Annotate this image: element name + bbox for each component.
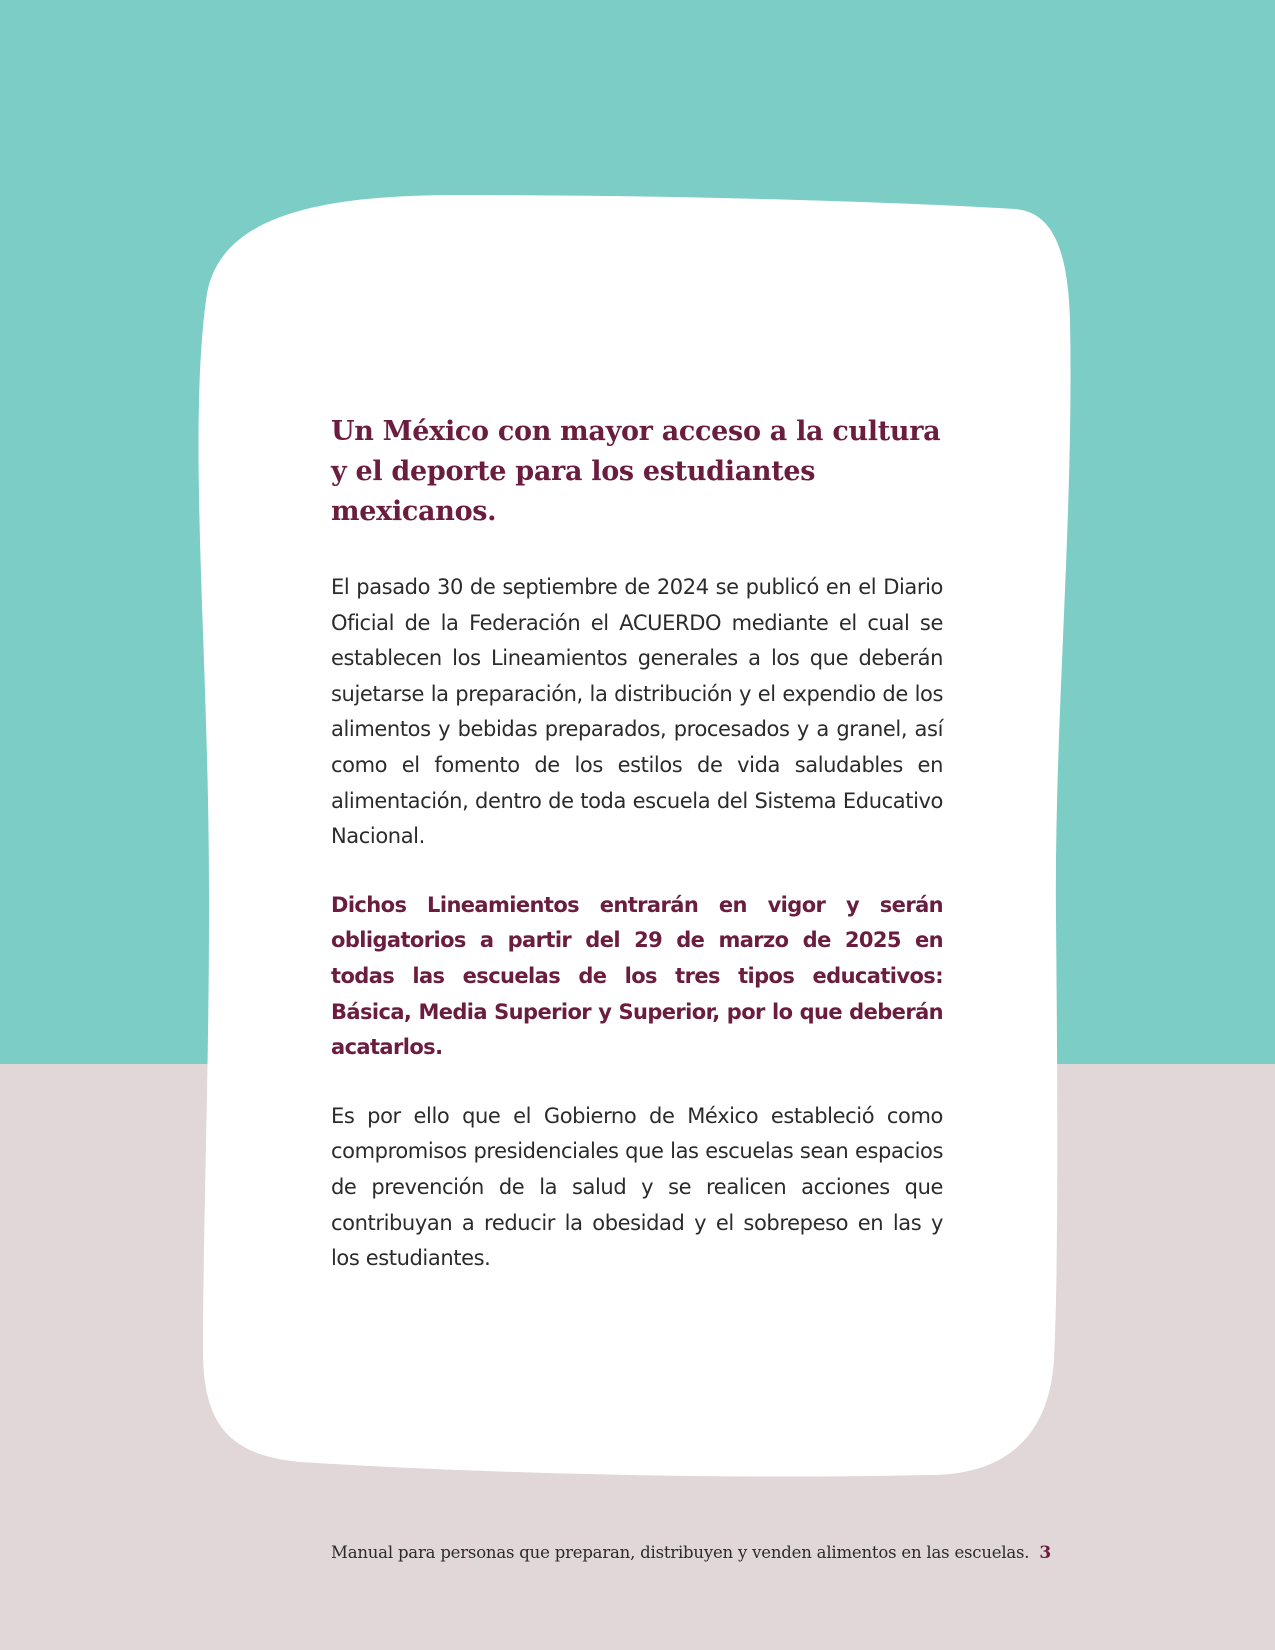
page-number: 3 <box>1039 1543 1051 1563</box>
footer-text: Manual para personas que preparan, distribuyen y venden alimentos en las escuelas. <box>331 1543 1030 1562</box>
paragraph-publication: El pasado 30 de septiembre de 2024 se publicó en el Diario Oficial de la Federación el ACUERDO mediante el cual se establecen los Lineamientos generales a los que deberán sujetarse la preparación, la distribución y el expendio de los alimentos y bebidas preparados, procesados y a granel, así como el fomento de los estilos de vida saludables en alimentación, dentro de toda escuela del Sistema Educativo Nacional. <box>331 575 943 849</box>
card-content <box>331 412 943 1277</box>
page-footer <box>331 1541 1171 1565</box>
card-title: Un México con mayor acceso a la cultura y el deporte para los estudiantes mexicanos. <box>331 416 941 527</box>
paragraph-highlight: Dichos Lineamientos entrarán en vigor y serán obligatorios a partir del 29 de marzo de 2025 en todas las escuelas de los tres tipos educativos: Básica, Media Superior y Superior, por lo que deberán acatarlos. <box>331 892 943 1060</box>
paragraph-commitments: Es por ello que el Gobierno de México estableció como compromisos presidenciales que las escuelas sean espacios de prevención de la salud y se realicen acciones que contribuyan a reducir la obesidad y el sobrepeso en las y los estudiantes. <box>331 1103 943 1271</box>
